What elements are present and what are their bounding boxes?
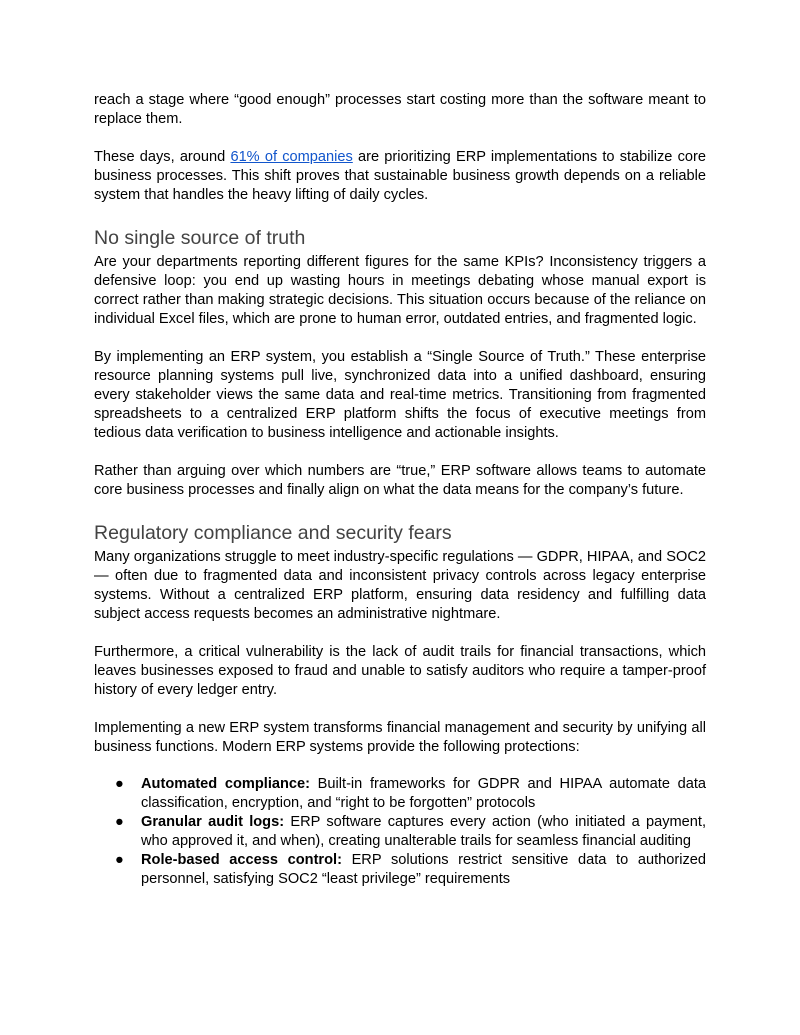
bullet-icon: ● [115,852,124,868]
paragraph-protections-intro: Implementing a new ERP system transforms financial management and security by unifying all business functions. Modern ERP systems provide the following protections: [94,720,706,755]
list-item [115,851,706,889]
list-item-text: Built-in frameworks for GDPR and HIPAA automate data classification, encryption, and “right to be forgotten” protocols [141,776,706,811]
paragraph-single-source-truth: By implementing an ERP system, you establish a “Single Source of Truth.” These enterprise resource planning systems pull live, synchronized data into a unified dashboard, ensuring every stakeholder views the same data and real-time metrics. Transitioning from fragmented spreadsheets to a centralized ERP platform shifts the focus of executive meetings from tedious data verification to business intelligence and actionable insights. [94,349,706,441]
list-item-title: Automated compliance: [141,776,311,792]
protections-list [94,775,706,889]
heading-single-source: No single source of truth [94,227,306,249]
paragraph-erp-stats-before: These days, around [94,149,231,165]
paragraph-kpi-inconsistency: Are your departments reporting different figures for the same KPIs? Inconsistency triggers a defensive loop: you end up wasting hours in meetings debating whose manual export is correct rather than making strategic decisions. This situation occurs because of the reliance on individual Excel files, which are prone to human error, outdated entries, and fragmented logic. [94,254,706,327]
list-item-text: ERP solutions restrict sensitive data to authorized personnel, satisfying SOC2 “least privilege” requirements [141,852,706,887]
list-item-text: ERP software captures every action (who initiated a payment, who approved it, and when), creating unalterable trails for seamless financial auditing [141,814,707,849]
companies-stat-link[interactable]: 61% of companies [230,149,353,165]
paragraph-erp-stats-after: are prioritizing ERP implementations to stabilize core business processes. This shift proves that sustainable business growth depends on a reliable system that handles the heavy lifting of daily cycles. [94,149,706,203]
bullet-icon: ● [115,814,124,830]
list-item-title: Role-based access control: [141,852,342,868]
paragraph-erp-stats [94,148,706,205]
heading-compliance: Regulatory compliance and security fears [94,522,452,544]
paragraph-intro: reach a stage where “good enough” processes start costing more than the software meant to replace them. [94,92,706,127]
list-item [115,813,707,851]
list-item-title: Granular audit logs: [141,814,285,830]
paragraph-audit-trails: Furthermore, a critical vulnerability is the lack of audit trails for financial transactions, which leaves businesses exposed to fraud and unable to satisfy auditors who require a tamper-proof history of every ledger entry. [94,644,706,698]
bullet-icon: ● [115,776,124,792]
list-item [115,775,706,813]
paragraph-regulations: Many organizations struggle to meet industry-specific regulations — GDPR, HIPAA, and SOC2 — often due to fragmented data and inconsistent privacy controls across legacy enterprise systems. Without a centralized ERP platform, ensuring data residency and fulfilling data subject access requests becomes an administrative nightmare. [94,549,706,622]
paragraph-align-data: Rather than arguing over which numbers are “true,” ERP software allows teams to automate core business processes and finally align on what the data means for the company’s future. [94,463,706,498]
